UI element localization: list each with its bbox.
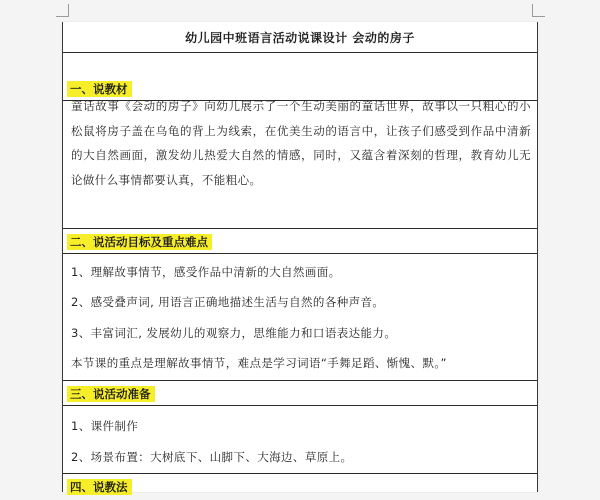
list-item: 2、场景布置：大树底下、山脚下、大海边、草原上。 (71, 450, 353, 464)
list-item: 3、丰富词汇, 发展幼儿的观察力，思维能力和口语表达能力。 (71, 326, 397, 340)
section-heading-text: 三、说活动准备 (67, 386, 155, 402)
list-item: 2、感受叠声词, 用语言正确地描述生活与自然的各种声音。 (71, 295, 385, 309)
section-heading-text: 四、说教法 (67, 479, 132, 495)
section-heading-text: 一、说教材 (67, 81, 132, 97)
list-item: 1、理解故事情节，感受作品中清新的大自然画面。 (71, 265, 341, 279)
document-title: 幼儿园中班语言活动说课设计 会动的房子 (63, 22, 537, 53)
section-heading-text: 二、说活动目标及重点难点 (67, 234, 212, 250)
section-heading-3 (63, 380, 537, 406)
section-1-paragraph: 童话故事《会动的房子》向幼儿展示了一个生动美丽的童话世界，故事以一只粗心的小松鼠将房子盖在乌龟的背上为线索，在优美生动的语言中，让孩子们感受到作品中清新的大自然画面，激发幼儿热爱大自然的情感，同时，又蕴含着深刻的哲理，教育幼儿无论做什么事情都要认真，不能粗心。 (71, 99, 531, 187)
list-item: 本节课的重点是理解故事情节，难点是学习词语“手舞足蹈、惭愧、默。” (71, 356, 447, 370)
page-corner-mark-left (56, 4, 69, 17)
section-heading-4 (63, 473, 537, 498)
section-heading-2 (63, 228, 537, 254)
page-corner-mark-right (532, 4, 545, 17)
list-item: 1、课件制作 (71, 419, 139, 433)
document-page (62, 22, 538, 492)
